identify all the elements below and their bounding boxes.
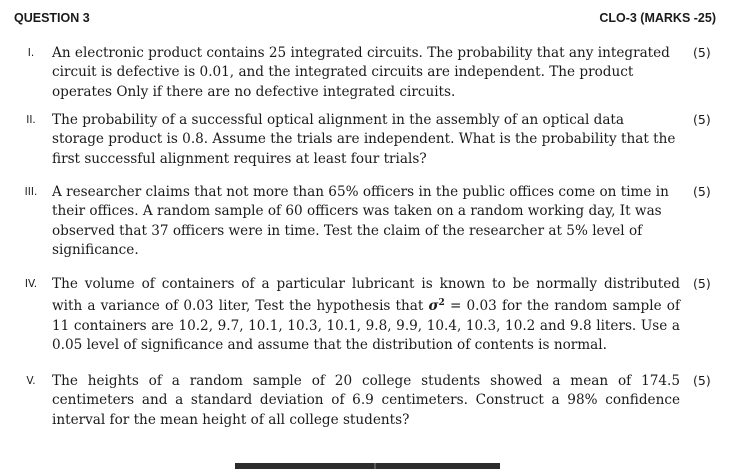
question-text-after: = 0.03 for the random sample of 11 containers are 10.2, 9.7, 10.1, 10.3, 10.1, 9.8, 9.9, 10.4, 10.3, 10.2 and 9.8 liters. Use a 0.05 level of significance and assume that the distribution of contents is normal. (52, 298, 680, 353)
question-marks: (5) (693, 112, 711, 127)
question-text-before: The volume of containers of a particular lubricant is known to be normally distributed with a variance of 0.03 liter, Test the hypothesis that (52, 276, 680, 315)
question-numeral: III. (24, 186, 38, 198)
question-numeral: IV. (24, 278, 38, 290)
sigma-symbol: σ (428, 298, 439, 315)
question-text: An electronic product contains 25 integrated circuits. The probability that any integrated circuit is defective is 0.01, and the integrated circuits are independent. The product operates Only if there are no defective integrated circuits. (52, 45, 670, 100)
bottom-toolbar-edge (235, 463, 500, 469)
question-header (14, 11, 716, 31)
question-text: The heights of a random sample of 20 college students showed a mean of 174.5 centimeters and a standard deviation of 6.9 centimeters. Construct a 98% confidence interval for the mean height of all college students? (52, 373, 680, 428)
sigma-superscript: 2 (438, 298, 445, 309)
question-title: QUESTION 3 (14, 11, 90, 25)
question-marks: (5) (693, 45, 711, 60)
question-text: A researcher claims that not more than 65% officers in the public offices come on time in their offices. A random sample of 60 officers was taken on a random working day, It was observed that 37 officers were in time. Test the claim of the researcher at 5% level of significance. (52, 184, 669, 258)
toolbar-divider (374, 463, 376, 469)
question-marks: (5) (693, 373, 711, 388)
question-numeral: V. (26, 375, 36, 387)
question-numeral: II. (26, 114, 36, 126)
question-text: The probability of a successful optical alignment in the assembly of an optical data storage product is 0.8. Assume the trials are independent. What is the probability that the first successful alignment requires at least four trials? (52, 112, 676, 167)
clo-marks-label: CLO-3 (MARKS -25) (599, 11, 716, 25)
question-marks: (5) (693, 184, 711, 199)
question-marks: (5) (693, 276, 711, 291)
question-numeral: I. (27, 47, 35, 59)
question-text (52, 275, 680, 355)
